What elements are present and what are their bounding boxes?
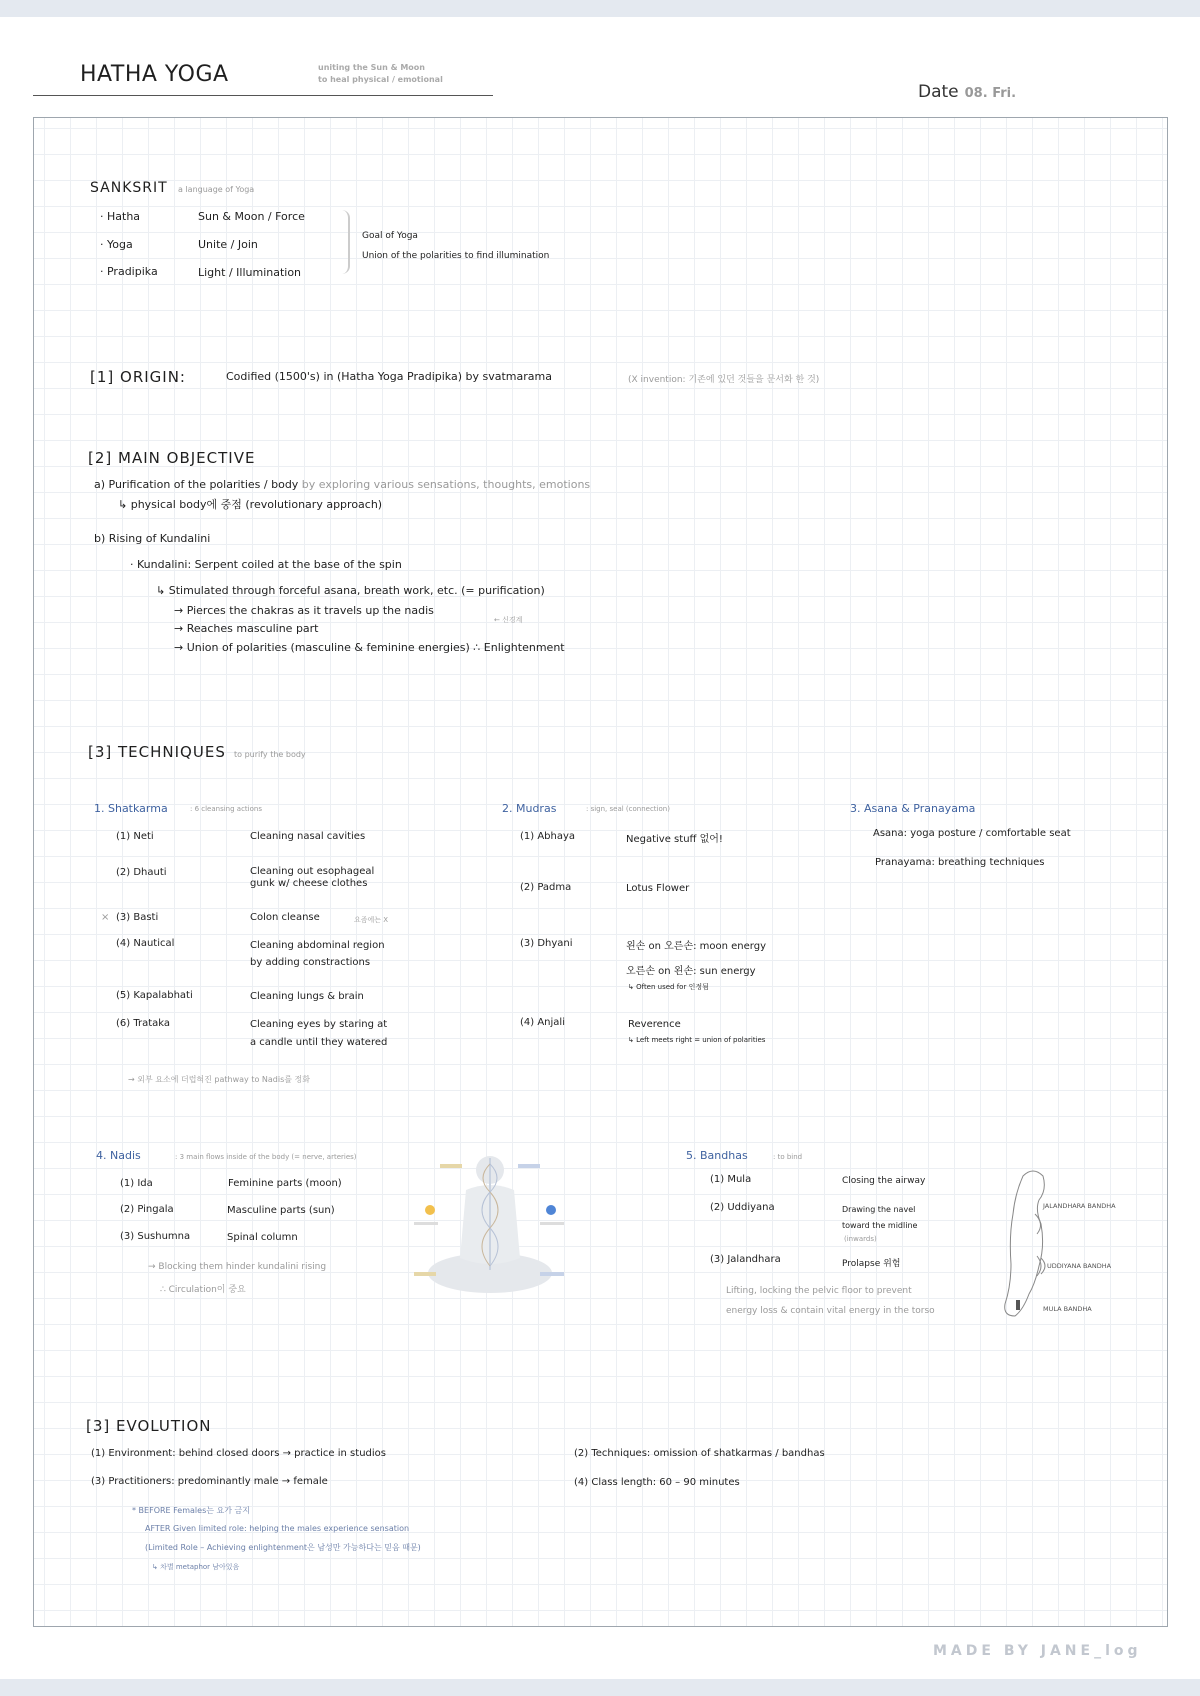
kapalabhati-desc: Cleaning lungs & brain [250,991,364,1002]
figure-label [414,1272,436,1276]
title-underline [33,95,493,96]
mula-name: (1) Mula [710,1174,752,1185]
reaches-line: → Reaches masculine part [174,622,319,635]
meaning-hatha: Sun & Moon / Force [198,210,305,223]
sanskrit-heading: SANKSRIT [90,180,168,196]
page-subtitle [318,62,443,86]
meaning-yoga: Unite / Join [198,238,258,251]
fig-label-uddiyana: UDDIYANA BANDHA [1047,1262,1112,1270]
shatkarma-note: : 6 cleansing actions [190,805,262,813]
padma-desc: Lotus Flower [626,883,690,894]
dhyani-desc-1: 왼손 on 오른손: moon energy [626,941,766,952]
figure-label [414,1222,438,1225]
sanskrit-note: a language of Yoga [178,185,255,194]
pranayama-text: Pranayama: breathing techniques [875,857,1045,868]
objective-heading: [2] MAIN OBJECTIVE [88,449,256,467]
pingala-desc: Masculine parts (sun) [227,1205,335,1216]
anjali-desc: Reverence [628,1019,681,1030]
evolution-heading: [3] EVOLUTION [86,1417,212,1435]
dhyani-name: (3) Dhyani [520,938,573,949]
uddiyana-mark [1041,1258,1045,1274]
goal-desc: Union of the polarities to find illumination [362,251,550,261]
techniques-heading: [3] TECHNIQUES [88,743,226,761]
padma-name: (2) Padma [520,882,572,893]
nautical-desc: Cleaning abdominal region [250,940,385,951]
date-label: Date [918,82,959,102]
uddiyana-desc-1: Drawing the navel [842,1205,916,1214]
mula-mark [1016,1300,1020,1310]
subtitle-line: to heal physical / emotional [318,75,443,84]
nadis-note-1: → Blocking them hinder kundalini rising [148,1262,327,1272]
objective-a-rest: by exploring various sensations, thoughts, emotions [298,478,591,491]
abhaya-desc: Negative stuff 없어! [626,834,723,845]
asana-title: 3. Asana & Pranayama [850,802,976,815]
figure-label [518,1164,540,1168]
figure-label [440,1164,462,1168]
dhauti-desc-2: gunk w/ cheese clothes [250,878,368,889]
evolution-item-4: (4) Class length: 60 – 90 minutes [574,1477,740,1488]
origin-text: Codified (1500's) in (Hatha Yoga Pradipika) by svatmarama [226,370,552,383]
abhaya-name: (1) Abhaya [520,831,576,842]
subtitle-line: uniting the Sun & Moon [318,63,425,72]
goal-title: Goal of Yoga [362,231,418,241]
bandhas-note: : to bind [773,1153,803,1161]
evolution-item-2: (2) Techniques: omission of shatkarmas / bandhas [574,1448,825,1459]
uddiyana-name: (2) Uddiyana [710,1202,775,1213]
dhyani-desc-3: ↳ Often used for 인정됨 [628,983,709,991]
kundalini-line: · Kundalini: Serpent coiled at the base of the spin [130,558,402,571]
neti-desc: Cleaning nasal cavities [250,831,366,842]
jalandhara-name: (3) Jalandhara [710,1254,781,1265]
stimulated-line: ↳ Stimulated through forceful asana, breath work, etc. (= purification) [156,584,545,597]
term-pradipika: · Pradipika [100,265,158,278]
ida-desc: Feminine parts (moon) [228,1178,342,1189]
objective-a-main: a) Purification of the polarities / body [94,478,299,491]
evolution-item-3: (3) Practitioners: predominantly male → female [91,1476,328,1487]
shatkarma-title: 1. Shatkarma [94,802,168,815]
term-hatha: · Hatha [100,210,141,223]
date [918,82,1016,102]
meaning-pradipika: Light / Illumination [198,266,302,279]
sun-icon [425,1205,435,1215]
nautical-name: (4) Nautical [116,938,175,949]
sushumna-name: (3) Sushumna [120,1231,191,1242]
shatkarma-footnote: → 외부 요소에 더럽혀진 pathway to Nadis를 정화 [128,1075,310,1084]
nautical-desc-2: by adding constractions [250,957,371,968]
evolution-note-4: ↳ 차별 metaphor 남아있음 [152,1563,240,1571]
basti-mark: × [101,912,110,923]
nadis-title: 4. Nadis [96,1149,141,1162]
pierces-line: → Pierces the chakras as it travels up the nadis [174,604,434,617]
evolution-item-1: (1) Environment: behind closed doors → practice in studios [91,1448,386,1459]
grid-frame [33,117,1168,1627]
kapalabhati-name: (5) Kapalabhati [116,990,193,1001]
bandhas-title: 5. Bandhas [686,1149,748,1162]
trataka-desc: Cleaning eyes by staring at [250,1019,388,1030]
union-line: → Union of polarities (masculine & feminine energies) ∴ Enlightenment [174,641,565,654]
origin-heading: [1] ORIGIN: [90,368,186,386]
pingala-name: (2) Pingala [120,1204,174,1215]
neti-name: (1) Neti [116,831,154,842]
objective-b: b) Rising of Kundalini [94,532,211,545]
brace [340,210,350,274]
uddiyana-desc-3: (inwards) [844,1235,877,1243]
trataka-desc-2: a candle until they watered [250,1037,388,1048]
term-yoga: · Yoga [100,238,133,251]
dhauti-desc: Cleaning out esophageal [250,866,375,877]
techniques-note: to purify the body [234,750,306,759]
origin-note: (X invention: 기존에 있던 것들을 문서화 한 것) [628,375,820,385]
sushumna-desc: Spinal column [227,1232,298,1243]
basti-desc: Colon cleanse [250,912,320,923]
evolution-note-2: AFTER Given limited role: helping the males experience sensation [145,1524,410,1533]
bandhas-desc-1: Lifting, locking the pelvic floor to prevent [726,1286,912,1296]
uddiyana-desc-2: toward the midline [842,1221,918,1230]
basti-name: (3) Basti [116,912,159,923]
objective-a [94,478,590,491]
basti-note: 요즘에는 X [354,916,389,924]
pierces-note: ← 신경계 [494,616,523,624]
figure-label [540,1222,564,1225]
figure-label [540,1272,564,1276]
jalandhara-mark [1035,1214,1041,1234]
page-title: HATHA YOGA [80,62,229,87]
mula-desc: Closing the airway [842,1176,926,1186]
mudras-title: 2. Mudras [502,802,557,815]
fig-label-jalandhara: JALANDHARA BANDHA [1043,1202,1116,1210]
ida-name: (1) Ida [120,1178,153,1189]
asana-text: Asana: yoga posture / comfortable seat [873,828,1071,839]
evolution-note-3: (Limited Role – Achieving enlightenment은 남성만 가능하다는 믿음 때문) [145,1543,421,1552]
jalandhara-desc: Prolapse 위험 [842,1259,901,1269]
nadis-body-figure [400,1148,580,1298]
anjali-name: (4) Anjali [520,1017,565,1028]
bandhas-body-figure [995,1166,1116,1322]
dhauti-name: (2) Dhauti [116,867,167,878]
trataka-name: (6) Trataka [116,1018,171,1029]
bandhas-desc-2: energy loss & contain vital energy in the torso [726,1306,935,1316]
moon-icon [546,1205,556,1215]
anjali-desc-2: ↳ Left meets right = union of polarities [628,1036,766,1044]
evolution-note-1: * BEFORE Females는 요가 금지 [132,1506,250,1515]
date-value: 08. Fri. [964,86,1017,101]
fig-label-mula: MULA BANDHA [1043,1305,1092,1313]
nadis-note-2: ∴ Circulation이 중요 [160,1285,246,1295]
body-outline [1005,1171,1045,1316]
mudras-note: : sign, seal (connection) [586,805,670,813]
nadis-note: : 3 main flows inside of the body (= nerve, arteries) [175,1153,357,1161]
objective-a-note: ↳ physical body에 중점 (revolutionary approach) [118,498,383,511]
dhyani-desc-2: 오른손 on 왼손: sun energy [626,966,756,977]
footer-signature: MADE BY JANE_log [933,1643,1142,1659]
